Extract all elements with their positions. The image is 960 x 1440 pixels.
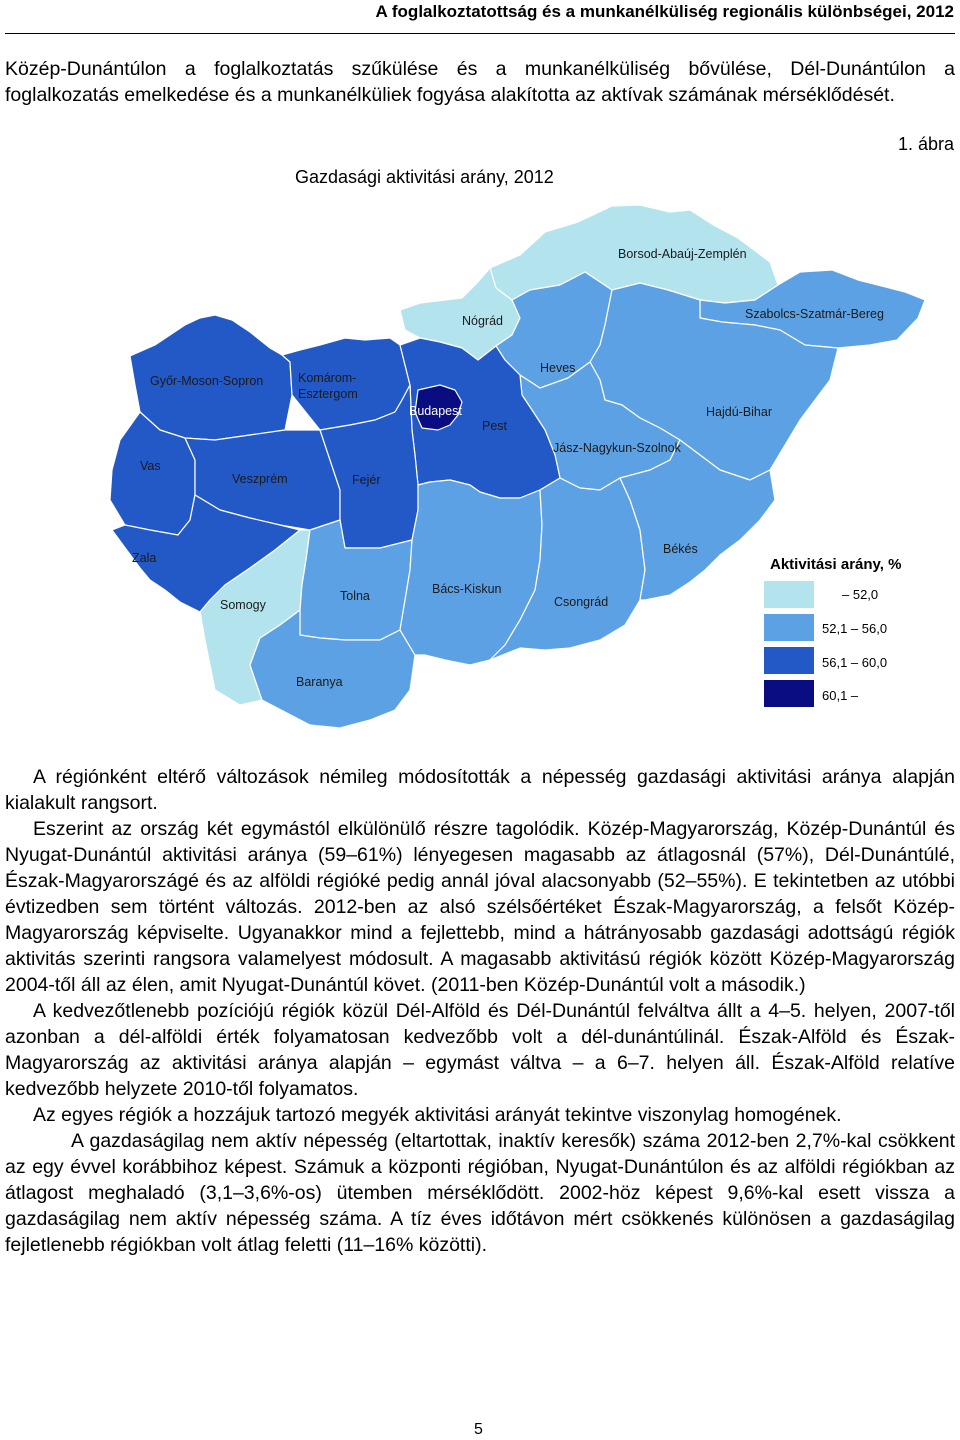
label-pest: Pest <box>482 419 508 433</box>
figure-number: 1. ábra <box>897 134 954 154</box>
running-header: A foglalkoztatottság és a munkanélküliség regionális különbségei, 2012 <box>375 2 954 21</box>
intro-paragraph: Közép-Dunántúlon a foglalkoztatás szűkülése és a munkanélküliség bővülése, Dél-Dunántúlon a foglalkozatás emelkedése és a munkanélküliek fogyása alakította az aktívak számának mérséklődését. <box>5 58 955 106</box>
label-gyor: Győr-Moson-Sopron <box>150 374 264 388</box>
legend-title: Aktivitási arány, % <box>770 556 902 573</box>
label-szabolcs: Szabolcs-Szatmár-Bereg <box>745 307 884 321</box>
label-baranya: Baranya <box>296 675 343 689</box>
label-komarom-1: Komárom- <box>298 371 357 385</box>
legend-label-2: 52,1 – 56,0 <box>822 621 888 636</box>
hungary-county-map <box>0 200 960 745</box>
label-bacs: Bács-Kiskun <box>432 582 502 596</box>
label-fejer: Fejér <box>352 473 381 487</box>
body-text <box>5 764 955 1258</box>
legend-swatch-4 <box>764 680 814 707</box>
legend-swatch-1 <box>764 581 814 608</box>
label-budapest: Budapest <box>409 404 462 418</box>
legend-swatch-2 <box>764 614 814 641</box>
body-paragraph-1: A régiónként eltérő változások némileg módosították a népesség gazdasági aktivitási aránya alapján kialakult rangsort. <box>5 766 955 814</box>
label-komarom-2: Esztergom <box>298 387 358 401</box>
label-hajdu: Hajdú-Bihar <box>706 405 773 419</box>
legend-swatch-3 <box>764 647 814 674</box>
label-somogy: Somogy <box>220 598 266 612</box>
label-tolna: Tolna <box>340 589 370 603</box>
label-vas: Vas <box>140 459 161 473</box>
body-paragraph-3: A kedvezőtlenebb pozíciójú régiók közül Dél-Alföld és Dél-Dunántúl felváltva állt a 4–5. helyen, 2007-től azonban a dél-alföldi érték folyamatosan kedvezőbb volt a dél-dunántúlinál. Észak-Alföld és Észak-Magyarország az aktivitási aránya alapján – egymást váltva – a 6–7. helyen áll. Észak-Alföld relatíve kedvezőbb helyzete 2010-től folyamatos. <box>5 1000 955 1100</box>
figure-title: Gazdasági aktivitási arány, 2012 <box>295 167 554 187</box>
legend-label-3: 56,1 – 60,0 <box>822 655 888 670</box>
label-nograd: Nógrád <box>462 314 503 328</box>
label-csongrad: Csongrád <box>554 595 609 609</box>
legend-label-1: – 52,0 <box>842 587 879 602</box>
label-veszprem: Veszprém <box>232 472 288 486</box>
label-jasz: Jász-Nagykun-Szolnok <box>553 441 681 455</box>
page-number: 5 <box>474 1421 483 1438</box>
label-borsod: Borsod-Abaúj-Zemplén <box>618 247 747 261</box>
label-zala: Zala <box>132 551 157 565</box>
body-paragraph-4: Az egyes régiók a hozzájuk tartozó megyék aktivitási arányát tekintve viszonylag homogének. <box>33 1104 842 1126</box>
body-paragraph-2: Eszerint az ország két egymástól elkülönülő részre tagolódik. Közép-Magyarország, Közép-Dunántúl és Nyugat-Dunántúl aktivitási aránya (59–61%) lényegesen magasabb az átlagosnál (57%), Dél-Dunántúlé, Észak-Magyarországé és az alföldi régióké pedig annál jóval alacsonyabb (52–55%). E tekintetben az utóbbi évtizedben sem történt változás. 2012-ben az alsó szélsőértéket Észak-Magyarország, a felsőt Közép-Magyarország képviselte. Ugyanakkor mind a fejlettebb, mind a hátrányosabb gazdasági adottságú régiók aktivitás szerinti rangsora valamelyest módosult. A magasabb aktivitású régiók között Közép-Magyarország 2004-től áll az élen, amit Nyugat-Dunántúl követ. (2011-ben Közép-Dunántúl volt a második.) <box>5 818 955 996</box>
legend-label-4: 60,1 – <box>822 688 859 703</box>
body-paragraph-5: A gazdaságilag nem aktív népesség (eltartottak, inaktív keresők) száma 2012-ben 2,7%-kal csökkent az egy évvel korábbihoz képest. Számuk a központi régióban, Nyugat-Dunántúlon és az alföldi régiókban az átlagost meghaladó (3,1–3,6%-os) ütemben mérséklődött. 2002-höz képest 9,6%-kal esett vissza a gazdaságilag nem aktív népesség száma. A tíz éves időtávon mért csökkenés különösen a gazdaságilag fejletlenebb régiókban volt átlag feletti (11–16% közötti). <box>5 1130 955 1256</box>
label-bekes: Békés <box>663 542 698 556</box>
header-divider <box>5 33 955 34</box>
label-heves: Heves <box>540 361 576 375</box>
